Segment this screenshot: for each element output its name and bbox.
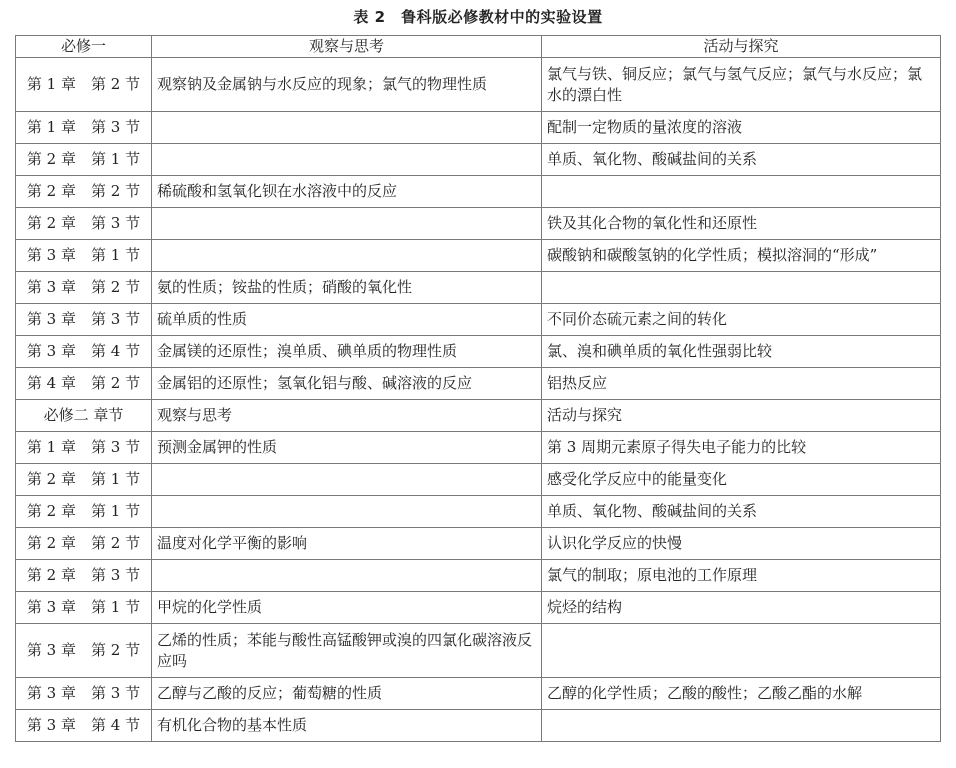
activity-cell: 乙醇的化学性质；乙酸的酸性；乙酸乙酯的水解 [542, 678, 941, 710]
header-observe-think: 观察与思考 [152, 36, 542, 58]
table-row [16, 58, 941, 112]
observe-cell: 乙醇与乙酸的反应；葡萄糖的性质 [152, 678, 542, 710]
chapter-cell: 第 3 章 第 1 节 [16, 240, 152, 272]
activity-cell [542, 710, 941, 742]
chapter-cell: 第 3 章 第 4 节 [16, 336, 152, 368]
observe-cell: 硫单质的性质 [152, 304, 542, 336]
table-row [16, 464, 941, 496]
activity-cell: 碳酸钠和碳酸氢钠的化学性质；模拟溶洞的“形成” [542, 240, 941, 272]
observe-cell: 稀硫酸和氢氧化钡在水溶液中的反应 [152, 176, 542, 208]
activity-cell: 铝热反应 [542, 368, 941, 400]
chapter-cell: 第 3 章 第 3 节 [16, 678, 152, 710]
observe-cell: 金属铝的还原性；氢氧化铝与酸、碱溶液的反应 [152, 368, 542, 400]
activity-cell: 认识化学反应的快慢 [542, 528, 941, 560]
activity-cell: 铁及其化合物的氧化性和还原性 [542, 208, 941, 240]
table-row [16, 496, 941, 528]
observe-cell: 有机化合物的基本性质 [152, 710, 542, 742]
activity-cell: 氯、溴和碘单质的氧化性强弱比较 [542, 336, 941, 368]
observe-cell [152, 560, 542, 592]
chapter-cell: 第 2 章 第 1 节 [16, 464, 152, 496]
table-row [16, 240, 941, 272]
activity-cell: 氯气与铁、铜反应；氯气与氢气反应；氯气与水反应；氯水的漂白性 [542, 58, 941, 112]
table-row [16, 272, 941, 304]
observe-cell: 氨的性质；铵盐的性质；硝酸的氧化性 [152, 272, 542, 304]
activity-header-cell: 活动与探究 [542, 400, 941, 432]
activity-cell: 单质、氧化物、酸碱盐间的关系 [542, 144, 941, 176]
table-row [16, 560, 941, 592]
chapter-cell: 第 4 章 第 2 节 [16, 368, 152, 400]
chapter-cell: 第 3 章 第 3 节 [16, 304, 152, 336]
table-row [16, 368, 941, 400]
activity-cell: 烷烃的结构 [542, 592, 941, 624]
chapter-cell: 第 1 章 第 3 节 [16, 432, 152, 464]
experiment-table [15, 35, 941, 742]
chapter-cell: 第 3 章 第 1 节 [16, 592, 152, 624]
chapter-cell: 第 3 章 第 4 节 [16, 710, 152, 742]
chapter-cell: 第 3 章 第 2 节 [16, 624, 152, 678]
table-caption: 表 2 鲁科版必修教材中的实验设置 [353, 8, 603, 26]
observe-cell [152, 240, 542, 272]
chapter-cell: 第 2 章 第 1 节 [16, 496, 152, 528]
activity-cell: 氯气的制取；原电池的工作原理 [542, 560, 941, 592]
activity-cell: 不同价态硫元素之间的转化 [542, 304, 941, 336]
activity-cell [542, 272, 941, 304]
observe-cell: 温度对化学平衡的影响 [152, 528, 542, 560]
chapter-cell: 第 2 章 第 2 节 [16, 528, 152, 560]
table-row [16, 678, 941, 710]
observe-cell: 乙烯的性质；苯能与酸性高锰酸钾或溴的四氯化碳溶液反应吗 [152, 624, 542, 678]
table-row [16, 710, 941, 742]
activity-cell [542, 624, 941, 678]
observe-cell: 预测金属钾的性质 [152, 432, 542, 464]
chapter-cell: 第 1 章 第 2 节 [16, 58, 152, 112]
activity-cell: 感受化学反应中的能量变化 [542, 464, 941, 496]
chapter-cell: 第 1 章 第 3 节 [16, 112, 152, 144]
activity-cell: 第 3 周期元素原子得失电子能力的比较 [542, 432, 941, 464]
chapter-cell: 第 2 章 第 2 节 [16, 176, 152, 208]
table-row [16, 336, 941, 368]
observe-cell [152, 208, 542, 240]
table-row [16, 176, 941, 208]
observe-header-cell: 观察与思考 [152, 400, 542, 432]
table-header-row [16, 36, 941, 58]
table-row [16, 144, 941, 176]
chapter-cell: 第 3 章 第 2 节 [16, 272, 152, 304]
observe-cell [152, 464, 542, 496]
activity-cell: 单质、氧化物、酸碱盐间的关系 [542, 496, 941, 528]
table-row [16, 592, 941, 624]
observe-cell: 观察钠及金属钠与水反应的现象；氯气的物理性质 [152, 58, 542, 112]
table-row [16, 432, 941, 464]
compulsory-2-header-cell: 必修二 章节 [16, 400, 152, 432]
header-activity-explore: 活动与探究 [542, 36, 941, 58]
observe-cell: 甲烷的化学性质 [152, 592, 542, 624]
observe-cell [152, 144, 542, 176]
table-row [16, 208, 941, 240]
chapter-cell: 第 2 章 第 1 节 [16, 144, 152, 176]
chapter-cell: 第 2 章 第 3 节 [16, 208, 152, 240]
table-row [16, 112, 941, 144]
header-compulsory-1: 必修一 [16, 36, 152, 58]
activity-cell: 配制一定物质的量浓度的溶液 [542, 112, 941, 144]
activity-cell [542, 176, 941, 208]
observe-cell: 金属镁的还原性；溴单质、碘单质的物理性质 [152, 336, 542, 368]
table-row [16, 528, 941, 560]
observe-cell [152, 496, 542, 528]
table-row [16, 304, 941, 336]
section-header-row [16, 400, 941, 432]
observe-cell [152, 112, 542, 144]
table-row [16, 624, 941, 678]
chapter-cell: 第 2 章 第 3 节 [16, 560, 152, 592]
